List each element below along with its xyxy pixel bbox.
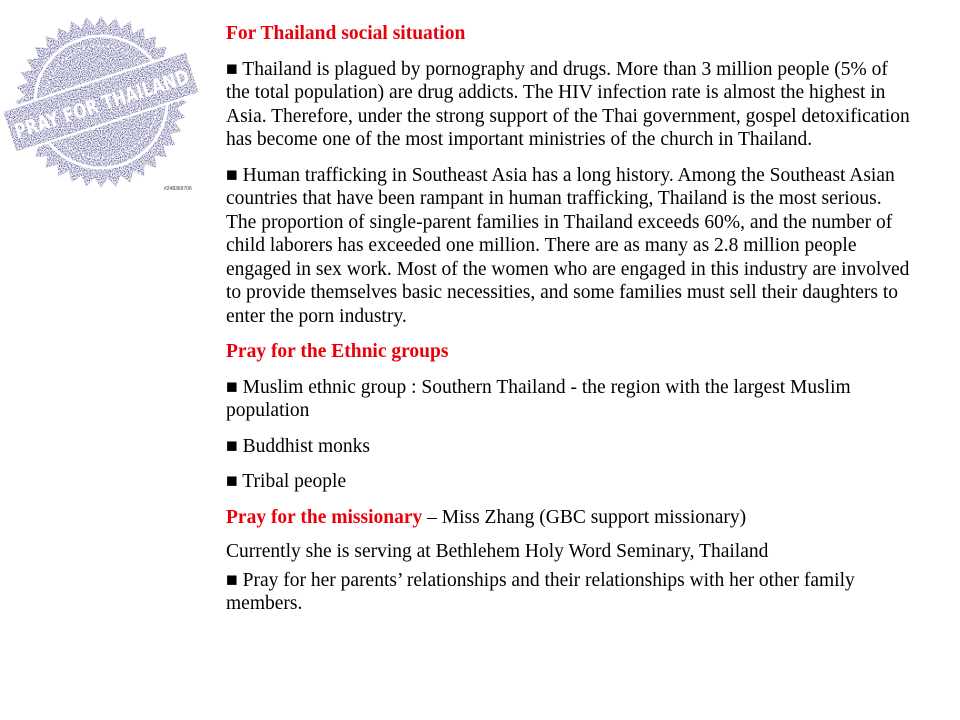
section-heading-ethnic: Pray for the Ethnic groups bbox=[226, 341, 449, 362]
slide-content bbox=[226, 22, 916, 628]
ethnic-item-buddhist: ■ Buddhist monks bbox=[226, 435, 370, 457]
paragraph-trafficking: ■ Human trafficking in Southeast Asia has a long history. Among the Southeast Asian countries that have been rampant in human trafficking, Thailand is the most serious. The proportion of single-parent families in Thailand exceeds 60%, and the number of child laborers has exceeded one million. There are as many as 2.8 million people engaged in sex work. Most of the women who are engaged in this industry are involved to provide themselves basic necessities, and some families must sell their daughters to enter the porn industry. bbox=[226, 164, 910, 327]
stamp-code: #248369706 bbox=[164, 186, 192, 192]
paragraph-drugs: ■ Thailand is plagued by pornography and drugs. More than 3 million people (5% of the total population) are drug addicts. The HIV infection rate is almost the highest in Asia. Therefore, under the strong support of the Thai government, gospel detoxification has become one of the most important ministries of the church in Thailand. bbox=[226, 58, 910, 150]
missionary-name: – Miss Zhang (GBC support missionary) bbox=[422, 506, 747, 528]
stamp-text: PRAY FOR THAILAND bbox=[11, 48, 241, 144]
missionary-prayer-item: ■ Pray for her parents’ relationships and their relationships with her other family members. bbox=[226, 569, 855, 614]
section-heading-missionary: Pray for the missionary bbox=[226, 506, 423, 528]
ethnic-item-tribal: ■ Tribal people bbox=[226, 471, 347, 492]
missionary-intro: Currently she is serving at Bethlehem Holy Word Seminary, Thailand bbox=[226, 541, 769, 562]
section-heading-missionary-line bbox=[226, 506, 916, 530]
section-heading-social: For Thailand social situation bbox=[226, 23, 466, 44]
ethnic-item-muslim: ■ Muslim ethnic group : Southern Thailand - the region with the largest Muslim population bbox=[226, 376, 851, 421]
pray-for-thailand-stamp bbox=[6, 14, 241, 189]
